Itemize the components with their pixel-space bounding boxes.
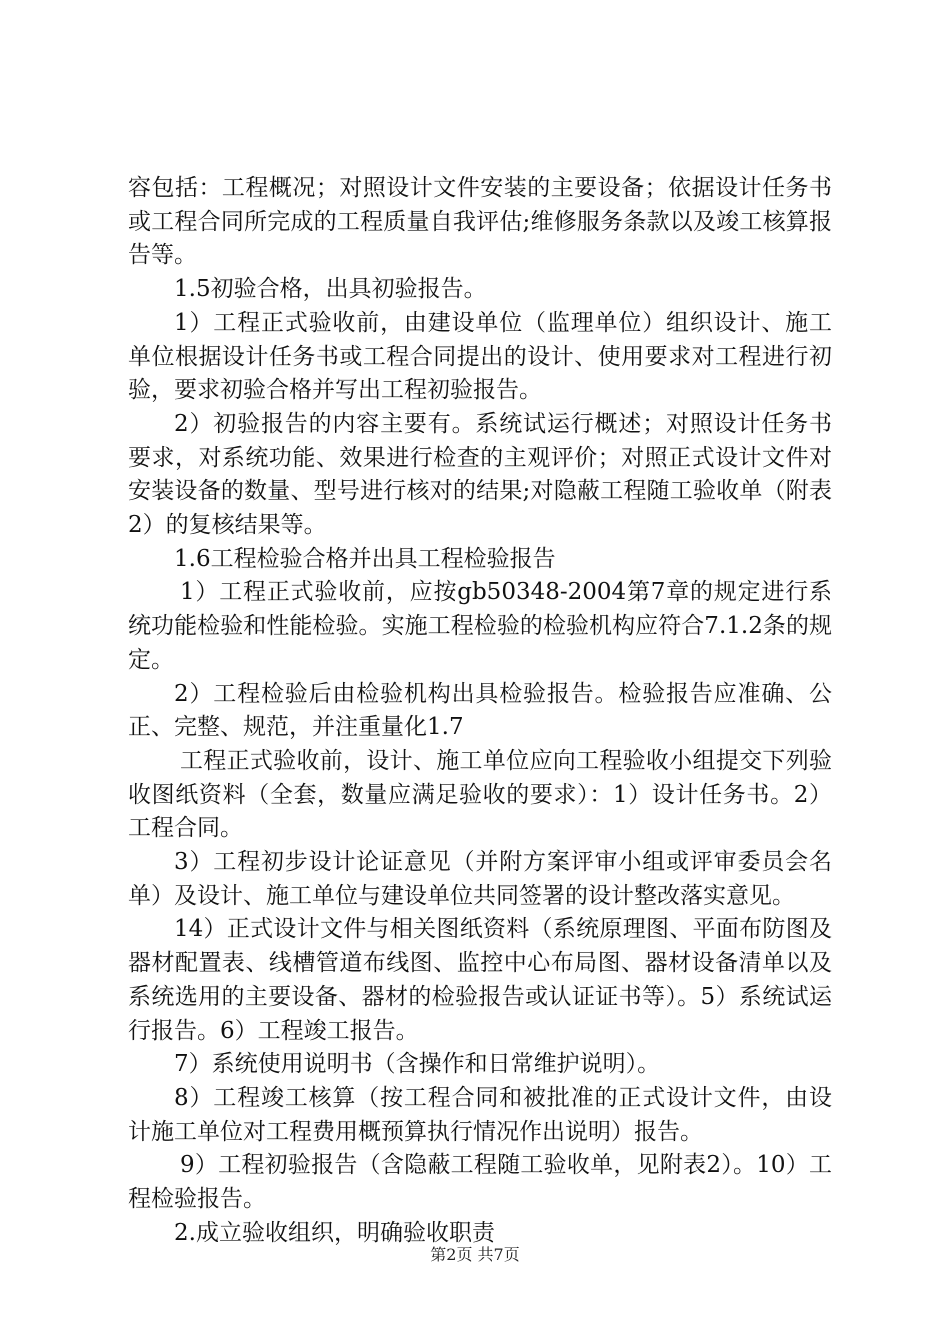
paragraph-heading-2: 2.成立验收组织，明确验收职责 — [174, 1219, 495, 1246]
paragraph-item-8: 8）工程竣工核算（按工程合同和被批准的正式设计文件，由设计施工单位对工程费用概预算执行情况作出说明）报告。 — [128, 1084, 832, 1145]
paragraph-item-2b: 2）工程检验后由检验机构出具检验报告。检验报告应准确、公正、完整、规范，并注重量化1.7 — [128, 680, 832, 741]
paragraph-heading-1-5: 1.5初验合格，出具初验报告。 — [174, 276, 487, 303]
paragraph-item-1b: 1）工程正式验收前，应按gb50348-2004第7章的规定进行系统功能检验和性能检验。实施工程检验的检验机构应符合7.1.2条的规定。 — [128, 579, 832, 673]
paragraph-continuation: 容包括：工程概况；对照设计文件安装的主要设备；依据设计任务书或工程合同所完成的工程质量自我评估;维修服务条款以及竣工核算报告等。 — [128, 175, 832, 269]
paragraph-item-9: 9）工程初验报告（含隐蔽工程随工验收单，见附表2）。10）工程检验报告。 — [128, 1152, 832, 1213]
page-number-footer: 第2页 共7页 — [430, 1245, 520, 1264]
paragraph-item-1: 1）工程正式验收前，由建设单位（监理单位）组织设计、施工单位根据设计任务书或工程合同提出的设计、使用要求对工程进行初验，要求初验合格并写出工程初验报告。 — [128, 309, 832, 404]
paragraph-heading-1-6: 1.6工程检验合格并出具工程检验报告 — [174, 545, 556, 572]
document-body — [128, 172, 832, 1251]
paragraph-drawings-list: 工程正式验收前，设计、施工单位应向工程验收小组提交下列验收图纸资料（全套，数量应满足验收的要求）：1）设计任务书。2）工程合同。 — [128, 747, 832, 842]
paragraph-item-3: 3）工程初步设计论证意见（并附方案评审小组或评审委员会名单）及设计、施工单位与建设单位共同签署的设计整改落实意见。 — [128, 849, 832, 909]
paragraph-item-7: 7）系统使用说明书（含操作和日常维护说明）。 — [174, 1051, 661, 1078]
paragraph-item-14: 14）正式设计文件与相关图纸资料（系统原理图、平面布防图及器材配置表、线槽管道布线图、监控中心布局图、器材设备清单以及系统选用的主要设备、器材的检验报告或认证证书等）。5）系统试运行报告。6）工程竣工报告。 — [128, 916, 832, 1044]
paragraph-item-2: 2）初验报告的内容主要有。系统试运行概述；对照设计任务书要求，对系统功能、效果进行检查的主观评价；对照正式设计文件对安装设备的数量、型号进行核对的结果;对隐蔽工程随工验收单（附表2）的复核结果等。 — [128, 410, 832, 539]
